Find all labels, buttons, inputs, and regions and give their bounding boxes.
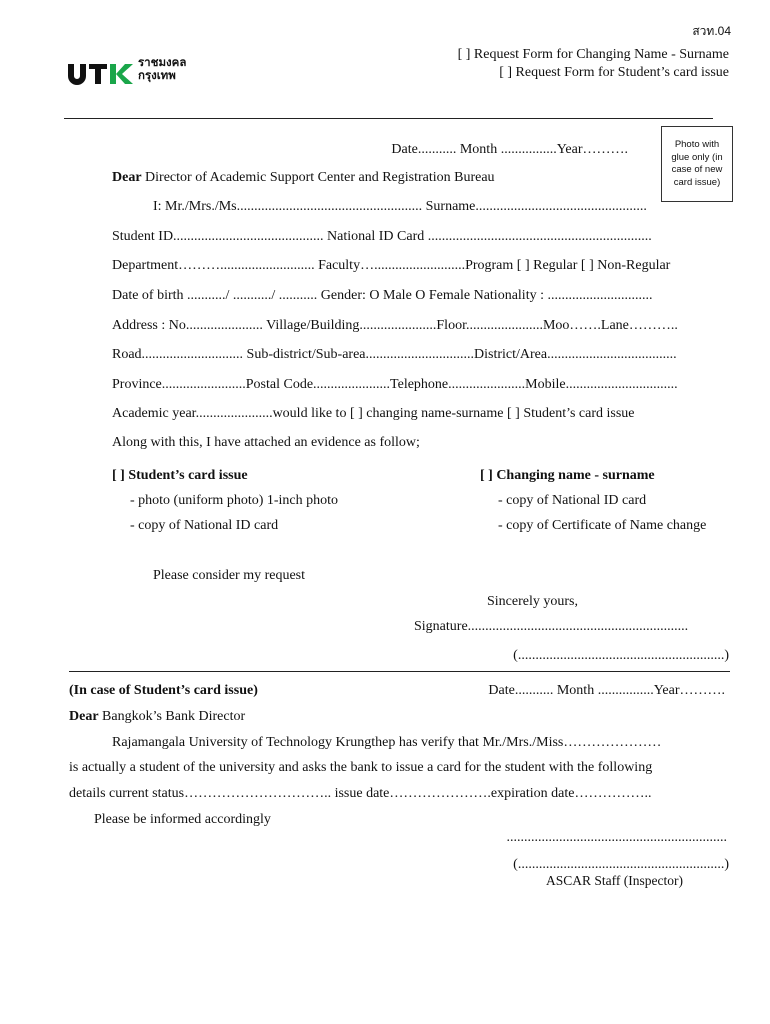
academic-year-line[interactable]: Academic year......................would like to [ ] changing name-surname [ ] Student’s card issue	[112, 406, 635, 421]
date-of-birth-line[interactable]: Date of birth .........../ .........../ ........... Gender: O Male O Female Nationality : ..............................	[112, 288, 653, 303]
bank-date-line: Date........... Month ................Year……….	[488, 683, 725, 698]
section-divider	[69, 671, 730, 672]
address-line[interactable]: Address : No...................... Village/Building......................Floor......................Moo…….Lane………..	[112, 318, 678, 333]
dear-line: Dear Director of Academic Support Center and Registration Bureau	[112, 170, 495, 185]
bank-paragraph-line[interactable]: details current status………………………….. issue date………………….expiration date……………..	[69, 786, 652, 801]
card-issue-heading[interactable]: [ ] Student’s card issue	[112, 468, 248, 483]
header-divider	[64, 118, 713, 119]
university-logo	[66, 55, 216, 88]
document-code: สวท.04	[692, 24, 731, 38]
staff-name-line[interactable]: (...........................................................)	[513, 857, 729, 872]
name-change-item: - copy of National ID card	[498, 493, 647, 508]
consider-request-text: Please consider my request	[153, 568, 306, 583]
bank-paragraph-line[interactable]: Rajamangala University of Technology Krungthep has verify that Mr./Mrs./Miss…………………	[112, 735, 662, 750]
form-title-card-issue: [ ] Request Form for Student’s card issue	[499, 65, 729, 80]
province-line[interactable]: Province........................Postal Code......................Telephone......................Mobile................................	[112, 377, 678, 392]
signature-name-line[interactable]: (...........................................................)	[513, 648, 729, 663]
date-line: Date........... Month ................Year……….	[391, 142, 628, 157]
bank-dear-line: Dear Bangkok’s Bank Director	[69, 709, 246, 724]
name-field-line[interactable]: I: Mr./Mrs./Ms..................................................... Surname.................................................	[153, 199, 647, 214]
photo-box[interactable]: Photo with glue only (in case of new card issue)	[661, 126, 733, 202]
student-id-line[interactable]: Student ID........................................... National ID Card ................................................................	[112, 229, 652, 244]
road-line[interactable]: Road............................. Sub-district/Sub-area...............................District/Area.....................................	[112, 347, 677, 362]
card-issue-item: - copy of National ID card	[130, 518, 279, 533]
department-line[interactable]: Department………........................... Faculty…..........................Program [ ] Regular [ ] Non-Regular	[112, 258, 671, 273]
signature-line[interactable]: Signature...............................................................	[414, 619, 689, 634]
name-change-item: - copy of Certificate of Name change	[498, 518, 707, 533]
attachments-intro: Along with this, I have attached an evidence as follow;	[112, 435, 420, 450]
bank-paragraph-line: is actually a student of the university and asks the bank to issue a card for the student with the following	[69, 760, 653, 775]
staff-signature-line[interactable]: ...............................................................	[506, 830, 727, 845]
utk-logo-icon	[66, 62, 134, 86]
sincerely-text: Sincerely yours,	[487, 594, 578, 609]
informed-text: Please be informed accordingly	[94, 812, 271, 827]
staff-title: ASCAR Staff (Inspector)	[546, 873, 683, 888]
card-issue-item: - photo (uniform photo) 1-inch photo	[130, 493, 339, 508]
name-change-heading[interactable]: [ ] Changing name - surname	[480, 468, 655, 483]
form-title-name-change: [ ] Request Form for Changing Name - Surname	[457, 47, 729, 62]
bank-section-heading: (In case of Student’s card issue)	[69, 683, 258, 698]
logo-thai-text: ราชมงคล กรุงเทพ	[138, 55, 187, 82]
